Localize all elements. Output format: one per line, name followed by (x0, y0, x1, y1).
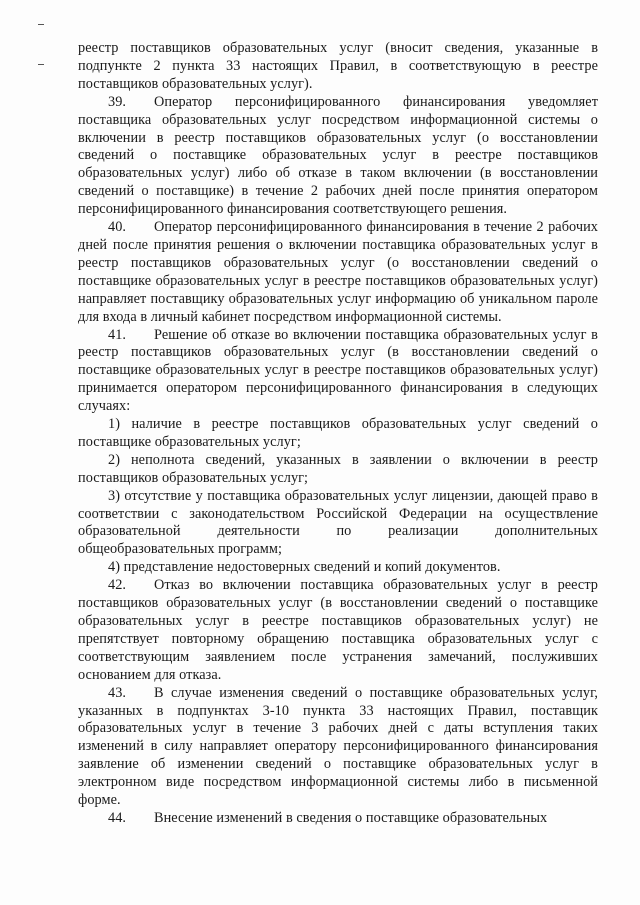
scan-mark (38, 24, 44, 25)
paragraph-number: 42. (108, 577, 127, 594)
paragraph-number: 44. (108, 809, 127, 826)
paragraph-text: Оператор персонифицированного финансирования в течение 2 рабочих дней после принятия решения о включении поставщика образовательных услуг в реестр поставщиков образовательных услуг (о восстановлении сведений о поставщике образовательных услуг в реестре поставщиков образовательных услуг) направляет поставщику образовательных услуг информацию об уникальном пароле для входа в личный кабинет посредством информационной системы. (78, 219, 598, 325)
list-item-text: 2) неполнота сведений, указанных в заявлении о включении в реестр поставщиков образовательных услуг; (78, 451, 598, 486)
paragraph-43 (78, 685, 598, 810)
paragraph-text: Решение об отказе во включении поставщика образовательных услуг в реестр поставщиков образовательных услуг (в восстановлении сведений о поставщике образовательных услуг в реестре поставщиков образовательных услуг) принимается оператором персонифицированного финансирования в следующих случаях: (78, 326, 598, 415)
list-item-text: 4) представление недостоверных сведений и копий документов. (108, 559, 501, 576)
paragraph-text: Отказ во включении поставщика образовательных услуг в реестр поставщиков образовательных услуг (в восстановлении сведений о поставщике образовательных услуг в реестре поставщиков образовательных услуг) не препятствует повторному обращению поставщика образовательных услуг с соответствующим заявлением после устранения замечаний, послуживших основанием для отказа. (78, 577, 598, 683)
paragraph-44 (78, 810, 598, 828)
list-item-text: 1) наличие в реестре поставщиков образовательных услуг сведений о поставщике образовательных услуг; (78, 416, 598, 450)
paragraph-text: Оператор персонифицированного финансирования уведомляет поставщика образовательных услуг посредством информационной системы о включении в реестр поставщиков образовательных услуг (о восстановлении сведений о поставщике образовательных услуг в реестре поставщиков образовательных услуг) либо об отказе в таком включении (в восстановлении сведений о поставщике) в течение 2 рабочих дней после принятия оператором персонифицированного финансирования соответствующего решения. (78, 93, 598, 218)
paragraph-number: 39. (108, 93, 127, 110)
list-item (78, 559, 598, 577)
paragraph-number: 41. (108, 326, 127, 343)
list-item (78, 416, 598, 452)
list-item (78, 488, 598, 560)
document-body (78, 40, 598, 828)
paragraph-text: реестр поставщиков образовательных услуг (вносит сведения, указанные в подпункте 2 пункта 33 настоящих Правил, в соответствующую в реестре поставщиков образовательных услуг). (78, 40, 598, 92)
paragraph-continuation (78, 40, 598, 94)
scan-mark (38, 64, 44, 65)
paragraph-text: В случае изменения сведений о поставщике образовательных услуг, указанных в подпунктах 3-10 пункта 33 настоящих Правил, поставщик образовательных услуг в течение 3 рабочих дней с даты вступления таких изменений в силу направляет оператору персонифицированного финансирования заявление об изменении сведений о поставщике образовательных услуг в электронном виде посредством информационной системы либо в письменной форме. (78, 684, 598, 809)
paragraph-42 (78, 577, 598, 684)
paragraph-text: Внесение изменений в сведения о поставщике образовательных (154, 809, 548, 826)
list-item (78, 452, 598, 488)
paragraph-39 (78, 94, 598, 219)
list-item-text: 3) отсутствие у поставщика образовательных услуг лицензии, дающей право в соответствии с законодательством Российской Федерации на осуществление образовательной деятельности по реализации дополнительных общеобразовательных программ; (78, 487, 598, 558)
paragraph-41 (78, 327, 598, 417)
paragraph-number: 43. (108, 684, 127, 701)
paragraph-number: 40. (108, 219, 127, 236)
paragraph-40 (78, 219, 598, 326)
